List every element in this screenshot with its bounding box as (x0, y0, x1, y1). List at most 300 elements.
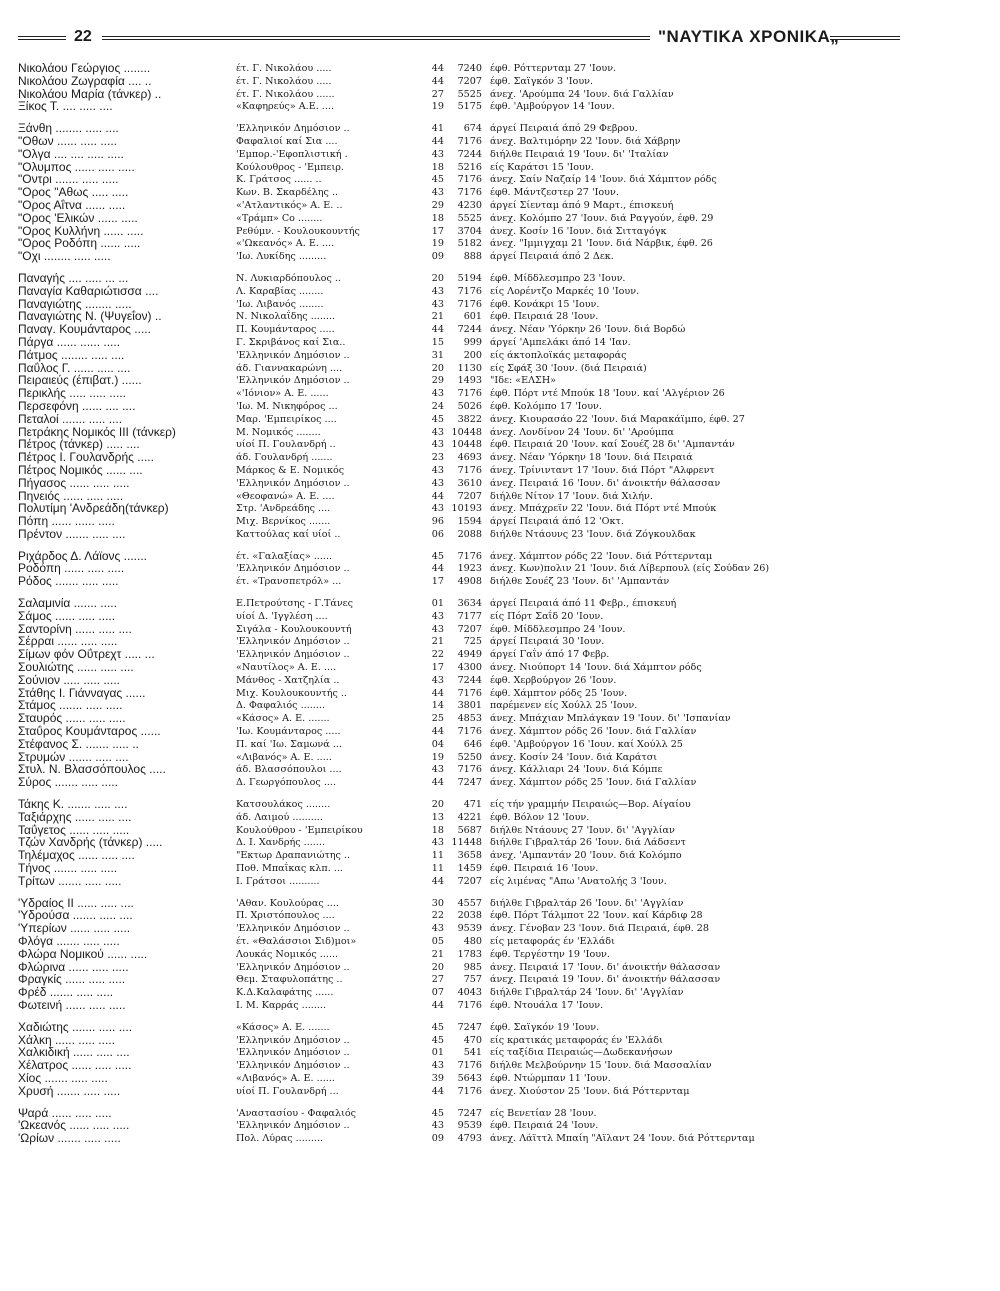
ship-name: Παναγία Καθαριώτισσα .... (18, 284, 159, 298)
table-row (18, 687, 898, 700)
build-year: 44 (431, 1085, 444, 1097)
ship-name: Ξίκος Τ. .... ..... .... (18, 100, 113, 114)
build-year: 45 (431, 1021, 444, 1033)
build-year: 04 (431, 738, 444, 750)
tonnage: 10193 (451, 503, 482, 515)
owner: 'Ελληνικόν Δημόσιον .. (236, 123, 350, 135)
tonnage: 985 (463, 961, 482, 973)
table-row (18, 999, 898, 1012)
position-note: διήλθε Σουέζ 23 'Ιουν. δι' 'Αμπαντάν (490, 576, 670, 588)
table-row (18, 674, 898, 687)
tonnage: 725 (463, 636, 482, 648)
build-year: 20 (431, 799, 444, 811)
tonnage: 7207 (457, 623, 482, 635)
tonnage: 4908 (457, 576, 482, 588)
position-note: έφθ. Μίδδλεσμπρο 23 'Ιουν. (490, 272, 626, 284)
build-year: 43 (431, 610, 444, 622)
table-row (18, 909, 898, 922)
build-year: 43 (431, 388, 444, 400)
tonnage: 9539 (457, 1120, 482, 1132)
table-row (18, 862, 898, 875)
build-year: 17 (431, 576, 444, 588)
owner: Λ. Καραβίας ........ (236, 285, 324, 297)
position-note: διήλθε Ντάουνς 23 'Ιουν. διά Ζόγκουλδακ (490, 528, 696, 540)
owner: 'Ελληνικόν Δημόσιον .. (236, 477, 350, 489)
tonnage: 4949 (457, 649, 482, 661)
table-row (18, 413, 898, 426)
build-year: 44 (431, 999, 444, 1011)
table-row (18, 550, 898, 563)
tonnage: 3610 (457, 477, 482, 489)
tonnage: 646 (463, 738, 482, 750)
owner: Μάρκος & Ε. Νομικός (236, 464, 345, 476)
position-note: άνεχ. Λάϊττλ Μπαίη "Αϊλαντ 24 'Ιουν. διά Ρόττερνταμ (490, 1133, 755, 1145)
ship-name: "Ορος Ροδόπη ...... ..... (18, 237, 141, 251)
position-note: είς Πόρτ Σαΐδ 20 'Ιουν. (490, 610, 604, 622)
tonnage: 471 (463, 799, 482, 811)
ship-name: Φωτεινή ...... ..... ..... (18, 998, 126, 1012)
ship-group (18, 122, 898, 263)
table-row (18, 922, 898, 935)
table-row (18, 1021, 898, 1034)
position-note: έφθ. Μάντζεστερ 27 'Ιουν. (490, 187, 619, 199)
ship-name: Παναγιώτης ........ ..... (18, 297, 132, 311)
position-note: έφθ. 'Αμβούργον 16 'Ιουν. καί Χούλλ 25 (490, 738, 683, 750)
tonnage: 7176 (457, 687, 482, 699)
position-note: άνεχ. Χάμπτον ρόδς 26 'Ιουν. διά Γαλλίαν (490, 726, 697, 738)
position-note: είς τήν γραμμήν Πειραιώς—Βορ. Αίγαίου (490, 799, 691, 811)
ship-name: Ξάνθη ........ ..... .... (18, 122, 119, 136)
build-year: 21 (431, 636, 444, 648)
tonnage: 7177 (457, 610, 482, 622)
tonnage: 7240 (457, 63, 482, 74)
tonnage: 5525 (457, 88, 482, 100)
table-row (18, 173, 898, 186)
owner: υίοί Δ. 'Ιγγλέση .... (236, 610, 328, 622)
table-row (18, 597, 898, 610)
build-year: 09 (431, 251, 444, 263)
owner: 'Ελληνικόν Δημόσιον .. (236, 636, 350, 648)
ship-name: 'Υδραίος ΙΙ ...... ..... .... (18, 896, 134, 910)
tonnage: 3634 (457, 598, 482, 610)
position-note: έφθ. Πειραιά 16 'Ιουν. (490, 863, 599, 875)
tonnage: 1459 (457, 863, 482, 875)
owner: έτ. Γ. Νικολάου ..... (236, 75, 332, 87)
build-year: 11 (431, 863, 444, 875)
ship-name: Πάτμος ........ ..... .... (18, 348, 125, 362)
ship-name: Στρυμών ....... ..... .... (18, 750, 129, 764)
owner: Σιγάλα - Κουλουκουντή (236, 623, 352, 635)
owner: Γ. Σκριβάνος καί Σια.. (236, 336, 346, 348)
table-row (18, 464, 898, 477)
ship-name: Σταΰρος Κουμάνταρος ...... (18, 725, 161, 739)
table-row (18, 1119, 898, 1132)
tonnage: 5194 (457, 272, 482, 284)
build-year: 19 (431, 238, 444, 250)
owner: άδ. Λαιμού .......... (236, 811, 323, 823)
table-row (18, 1072, 898, 1085)
position-note: άνεχ. Μπάχιαν Μπλάγκαν 19 'Ιουν. δι' 'Ισπανίαν (490, 713, 731, 725)
table-row (18, 323, 898, 336)
ship-name: Φλώρινα ...... ..... ..... (18, 960, 129, 974)
ship-name: Ριχάρδος Δ. Λάϊονς ....... (18, 549, 147, 563)
ship-name: Χρυσή ....... ..... ..... (18, 1084, 121, 1098)
owner: «Κάσος» Α. Ε. ....... (236, 713, 330, 725)
build-year: 43 (431, 837, 444, 849)
table-row (18, 725, 898, 738)
build-year: 44 (431, 687, 444, 699)
position-note: διήλθε Ντάουνς 27 'Ιουν. δι' 'Αγγλίαν (490, 824, 675, 836)
position-note: άνεχ. 'Αρούμπα 24 'Ιουν. διά Γαλλίαν (490, 88, 674, 100)
owner: 'Ελληνικόν Δημόσιον .. (236, 923, 350, 935)
position-note: έφθ. Κονάκρι 15 'Ιουν. (490, 298, 600, 310)
table-row (18, 62, 898, 75)
ship-name: Ταΰγετος ...... ..... ..... (18, 823, 130, 837)
tonnage: 4793 (457, 1133, 482, 1145)
build-year: 01 (431, 1047, 444, 1059)
build-year: 27 (431, 974, 444, 986)
table-row (18, 272, 898, 285)
table-row (18, 349, 898, 362)
header-rule-left (18, 36, 66, 40)
table-row (18, 635, 898, 648)
table-row (18, 849, 898, 862)
tonnage: 200 (463, 349, 482, 361)
position-note: άνεχ. 'Αμπαντάν 20 'Ιουν. διά Κολόμπο (490, 850, 682, 862)
owner: άδ. Βλασσόπουλοι .... (236, 764, 342, 776)
ship-name: Πεταλοί ....... ..... .... (18, 412, 123, 426)
ship-name: Σίμων φόν Οΰτρεχτ ..... ... (18, 648, 155, 662)
ship-name: "Ολγα .... .... ..... ..... (18, 147, 124, 161)
table-row (18, 426, 898, 439)
table-row (18, 528, 898, 541)
tonnage: 5525 (457, 212, 482, 224)
tonnage: 3658 (457, 850, 482, 862)
tonnage: 4693 (457, 452, 482, 464)
tonnage: 3822 (457, 413, 482, 425)
table-row (18, 776, 898, 789)
position-note: είς λιμένας "Απω 'Ανατολής 3 'Ιουν. (490, 875, 667, 887)
tonnage: 7244 (457, 324, 482, 336)
build-year: 11 (431, 850, 444, 862)
position-note: είς μεταφοράς έν 'Ελλάδι (490, 936, 615, 947)
ship-name: Νικολάου Ζωγραφία .... .. (18, 74, 152, 88)
tonnage: 7176 (457, 298, 482, 310)
build-year: 27 (431, 88, 444, 100)
owner: Καττούλας καί υίοί .. (236, 528, 341, 540)
table-row (18, 451, 898, 464)
owner: "Εκτωρ Δραπανιώτης .. (236, 850, 351, 862)
position-note: είς άκτοπλοϊκάς μεταφοράς (490, 349, 627, 361)
build-year: 44 (431, 75, 444, 87)
ship-name: Πόπη ...... ...... ..... (18, 515, 115, 529)
tonnage: 7176 (457, 464, 482, 476)
owner: Μιχ. Βερνίκος ....... (236, 516, 331, 528)
owner: άδ. Γουλανδρή ....... (236, 452, 333, 464)
ship-name: Χαδιώτης ....... ..... .... (18, 1020, 133, 1034)
ship-name: Νικολάου Μαρία (τάνκερ) .. (18, 87, 162, 101)
ship-name: Πέτρος Ι. Γουλανδρής ..... (18, 451, 154, 465)
build-year: 43 (431, 426, 444, 438)
ship-name: Φλόγα ....... ..... ..... (18, 935, 120, 948)
position-note: έφθ. 'Αμβούργον 14 'Ιουν. (490, 101, 615, 113)
tonnage: 3704 (457, 225, 482, 237)
position-note: άνεχ. Τρίνινταντ 17 'Ιουν. διά Πόρτ "Αλφρεντ (490, 464, 715, 476)
table-row (18, 135, 898, 148)
owner: έτ. «Γαλαξίας» ...... (236, 550, 333, 562)
owner: 'Ιω. Μ. Νικηφόρος ... (236, 400, 338, 412)
build-year: 45 (431, 550, 444, 562)
position-note: άνεχ. Χιούστον 25 'Ιουν. διά Ρόττερνταμ (490, 1085, 690, 1097)
table-row (18, 1132, 898, 1145)
ship-name: Τζών Χανδρής (τάνκερ) ..... (18, 836, 163, 850)
tonnage: 470 (463, 1034, 482, 1046)
tonnage: 9539 (457, 923, 482, 935)
position-note: άνεχ. Βαλτιμόρην 22 'Ιουν. διά Χάβρην (490, 135, 681, 147)
owner: υίοί Π. Γουλανδρή ... (236, 1085, 339, 1097)
build-year: 43 (431, 674, 444, 686)
build-year: 15 (431, 336, 444, 348)
ship-group (18, 897, 898, 1012)
position-note: άνεχ. Νέαν 'Υόρκην 18 'Ιουν. διά Πειραιά (490, 452, 693, 464)
table-row (18, 661, 898, 674)
owner: 'Ελληνικόν Δημόσιον .. (236, 563, 350, 575)
position-note: έφθ. Σαϊγκόν 3 'Ιουν. (490, 75, 594, 87)
table-row (18, 438, 898, 451)
owner: Μαρ. 'Εμπειρίκος .... (236, 413, 337, 425)
table-row (18, 336, 898, 349)
tonnage: 11448 (451, 837, 482, 849)
ship-name: Πήγασος ...... ..... ..... (18, 476, 130, 490)
tonnage: 7244 (457, 148, 482, 160)
table-row (18, 712, 898, 725)
build-year: 30 (431, 897, 444, 909)
owner: Κατσουλάκος ........ (236, 799, 331, 811)
owner: «'Ιόνιον» Α. Ε. ...... (236, 388, 329, 400)
owner: Π. Κουμάνταρος ..... (236, 324, 335, 336)
owner: Στρ. 'Ανδρεάδης .... (236, 503, 331, 515)
owner: Ν. Λυκιαρδόπουλος .. (236, 272, 341, 284)
table-row (18, 897, 898, 910)
page-header (18, 22, 900, 52)
ship-name: Χέλατρος ...... ..... ..... (18, 1059, 132, 1073)
owner: 'Εμπορ.-'Εφοπλιστική . (236, 148, 348, 160)
table-row (18, 973, 898, 986)
ship-name: Σαντορίνη ...... ..... .... (18, 622, 132, 636)
position-note: έφθ. Ρόττερνταμ 27 'Ιουν. (490, 63, 617, 74)
ship-name: 'Ωρίων ....... ..... ..... (18, 1132, 121, 1146)
table-row (18, 1059, 898, 1072)
tonnage: 7207 (457, 875, 482, 887)
owner: 'Ελληνικόν Δημόσιον .. (236, 375, 350, 387)
build-year: 43 (431, 764, 444, 776)
ship-name: Χάλκη ...... ..... ..... (18, 1033, 115, 1047)
ship-name: Ταξιάρχης ...... ..... .... (18, 810, 132, 824)
build-year: 21 (431, 311, 444, 323)
ship-name: Χίος ....... ..... ..... (18, 1071, 108, 1085)
build-year: 44 (431, 726, 444, 738)
table-row (18, 515, 898, 528)
ship-name: Παναγ. Κουμάνταρος ..... (18, 323, 151, 337)
position-note: διήλθε Γιβραλτάρ 24 'Ιουν. δι' 'Αγγλίαν (490, 987, 684, 999)
build-year: 20 (431, 272, 444, 284)
owner: «Τράμπ» Co ........ (236, 212, 323, 224)
owner: 'Ελληνικόν Δημόσιον .. (236, 1120, 350, 1132)
ship-name: Σούνιον ..... ..... ..... (18, 673, 121, 687)
ship-name: "Ορος Αΐτνα ...... ..... (18, 198, 126, 212)
table-row (18, 161, 898, 174)
owner: Ποθ. Μπαΐκας κλπ. ... (236, 863, 343, 875)
tonnage: 7176 (457, 764, 482, 776)
position-note: άνεχ. Κοσίν 16 'Ιουν. διά Σιτταγόγκ (490, 225, 667, 237)
ship-name: Πέτρος (τάνκερ) ..... .... (18, 438, 140, 452)
ship-name: Ψαρά ...... ..... ..... (18, 1106, 112, 1120)
owner: Λουκάς Νομικός ...... (236, 948, 339, 960)
table-row (18, 836, 898, 849)
build-year: 20 (431, 961, 444, 973)
tonnage: 4557 (457, 897, 482, 909)
table-row (18, 1085, 898, 1098)
table-row (18, 935, 898, 948)
position-note: έφθ. Πειραιά 20 'Ιουν. καί Σουέζ 28 δι' 'Αμπαντάν (490, 439, 735, 451)
owner: έτ. Γ. Νικολάου ...... (236, 88, 335, 100)
build-year: 07 (431, 987, 444, 999)
ship-name: Πολυτίμη 'Ανδρεάδη(τάνκερ) (18, 502, 169, 516)
owner: 'Αναστασίου - Φαφαλιός (236, 1107, 357, 1119)
owner: Ρεθύμν. - Κουλουκουντής (236, 225, 360, 237)
position-note: άνεχ. Χάμπτον ρόδς 25 'Ιουν. διά Γαλλίαν (490, 777, 697, 789)
position-note: άνεχ. Κοσίν 24 'Ιουν. διά Καράτσι (490, 751, 658, 763)
ship-name: "Ορος Κυλλήνη ...... ..... (18, 224, 144, 238)
position-note: έφθ. Πειραιά 28 'Ιουν. (490, 311, 599, 323)
owner: «Κάσος» Α. Ε. ....... (236, 1021, 330, 1033)
tonnage: 5643 (457, 1072, 482, 1084)
table-row (18, 75, 898, 88)
build-year: 43 (431, 503, 444, 515)
tonnage: 7176 (457, 726, 482, 738)
tonnage: 4043 (457, 987, 482, 999)
tonnage: 4221 (457, 811, 482, 823)
ship-name: "Οθων ...... ..... ..... (18, 134, 117, 148)
build-year: 44 (431, 135, 444, 147)
owner: Κ. Γράτσος ...... .. (236, 174, 322, 186)
position-note: είς κρατικάς μεταφοράς έν 'Ελλάδι (490, 1034, 663, 1046)
tonnage: 5250 (457, 751, 482, 763)
build-year: 18 (431, 824, 444, 836)
ship-name: Πετράκης Νομικός III (τάνκερ) (18, 425, 176, 439)
table-row (18, 562, 898, 575)
publication-title: "ΝΑΥΤΙΚΑ ΧΡΟΝΙΚΑ„ (658, 27, 840, 46)
table-row (18, 948, 898, 961)
build-year: 18 (431, 212, 444, 224)
position-note: έφθ. Πόρτ Τάλμποτ 22 'Ιουν. καί Κάρδιφ 28 (490, 910, 703, 922)
build-year: 21 (431, 948, 444, 960)
table-row (18, 477, 898, 490)
table-row (18, 387, 898, 400)
position-note: έφθ. Σαϊγκόν 19 'Ιουν. (490, 1021, 600, 1033)
tonnage: 7207 (457, 75, 482, 87)
ship-name: Σάμος ...... ..... ..... (18, 609, 116, 623)
tonnage: 1130 (457, 362, 482, 374)
position-note: άνεχ. "Ιμμιγχαμ 21 'Ιουν. διά Νάρβικ, έφθ. 26 (490, 238, 713, 250)
tonnage: 4853 (457, 713, 482, 725)
ship-name: "Ορος "Αθως ..... ..... (18, 186, 129, 200)
build-year: 25 (431, 713, 444, 725)
tonnage: 7247 (457, 1107, 482, 1119)
table-row (18, 811, 898, 824)
position-note: άνεχ. Γένοβαν 23 'Ιουν. διά Πειραιά, έφθ. 28 (490, 923, 709, 935)
owner: έτ. «Θαλάσσιοι Σιδ)μοι» (236, 936, 357, 947)
tonnage: 999 (463, 336, 482, 348)
owner: 'Ελληνικόν Δημόσιον .. (236, 1034, 350, 1046)
table-row (18, 648, 898, 661)
build-year: 31 (431, 349, 444, 361)
table-row (18, 88, 898, 101)
owner: Κων. Β. Σκαρδέλης .. (236, 187, 339, 199)
tonnage: 601 (463, 311, 482, 323)
ship-table (18, 62, 898, 1154)
build-year: 13 (431, 811, 444, 823)
build-year: 20 (431, 362, 444, 374)
table-row (18, 623, 898, 636)
build-year: 29 (431, 199, 444, 211)
ship-name: "Οντρι ....... ..... ..... (18, 173, 119, 187)
ship-name: Στέφανος Σ. ....... ..... .. (18, 737, 139, 751)
position-note: είς Βενετίαν 28 'Ιουν. (490, 1107, 597, 1119)
build-year: 14 (431, 700, 444, 712)
build-year: 96 (431, 516, 444, 528)
position-note: άνεχ. Κάλλιαρι 24 'Ιουν. διά Κόμπε (490, 764, 663, 776)
tonnage: 888 (463, 251, 482, 263)
position-note: άνεχ. Κολόμπο 27 'Ιουν. διά Ραγγούν, έφθ. 29 (490, 212, 714, 224)
tonnage: 1923 (457, 563, 482, 575)
build-year: 39 (431, 1072, 444, 1084)
ship-group (18, 597, 898, 789)
owner: 'Ελληνικόν Δημόσιον .. (236, 1060, 350, 1072)
table-row (18, 763, 898, 776)
owner: «Θεοφανώ» Α. Ε. .... (236, 490, 335, 502)
table-row (18, 961, 898, 974)
build-year: 29 (431, 375, 444, 387)
ship-name: Περικλής ..... ..... ..... (18, 387, 126, 401)
position-note: άργεί Πειραιά άπό 11 Φεβρ., έπισκευή (490, 598, 677, 610)
tonnage: 757 (463, 974, 482, 986)
table-row (18, 400, 898, 413)
owner: Δ. Ι. Χανδρής ....... (236, 837, 325, 849)
build-year: 43 (431, 148, 444, 160)
position-note: έφθ. Ντώρμπαν 11 'Ιουν. (490, 1072, 611, 1084)
owner: «Λιβανός» Α. Ε. ..... (236, 751, 332, 763)
position-note: είς Σφάξ 30 'Ιουν. (διά Πειραιά) (490, 362, 647, 374)
position-note: άνεχ. Κων)πολιν 21 'Ιουν. διά Λίβερπουλ (είς Σούδαν 26) (490, 563, 770, 575)
table-row (18, 1046, 898, 1059)
owner: Ν. Νικολαΐδης ........ (236, 311, 336, 323)
tonnage: 4300 (457, 662, 482, 674)
owner: 'Ελληνικόν Δημόσιον .. (236, 349, 350, 361)
table-row (18, 798, 898, 811)
owner: 'Ιω. Λιβανός ........ (236, 298, 324, 310)
ship-group (18, 62, 898, 113)
build-year: 44 (431, 563, 444, 575)
owner: Ι. Μ. Καρράς ........ (236, 999, 327, 1011)
table-row (18, 298, 898, 311)
owner: Φαφαλιοί καί Σια .... (236, 135, 338, 147)
table-row (18, 610, 898, 623)
ship-name: Στάθης Ι. Γιάνναγας ...... (18, 686, 146, 700)
ship-name: Πειραιεύς (έπιβατ.) ...... (18, 374, 142, 388)
position-note: άνεχ. Μπάχρεϊν 22 'Ιουν. διά Πόρτ ντέ Μπούκ (490, 503, 717, 515)
owner: Π. Χριστόπουλος .... (236, 910, 335, 922)
